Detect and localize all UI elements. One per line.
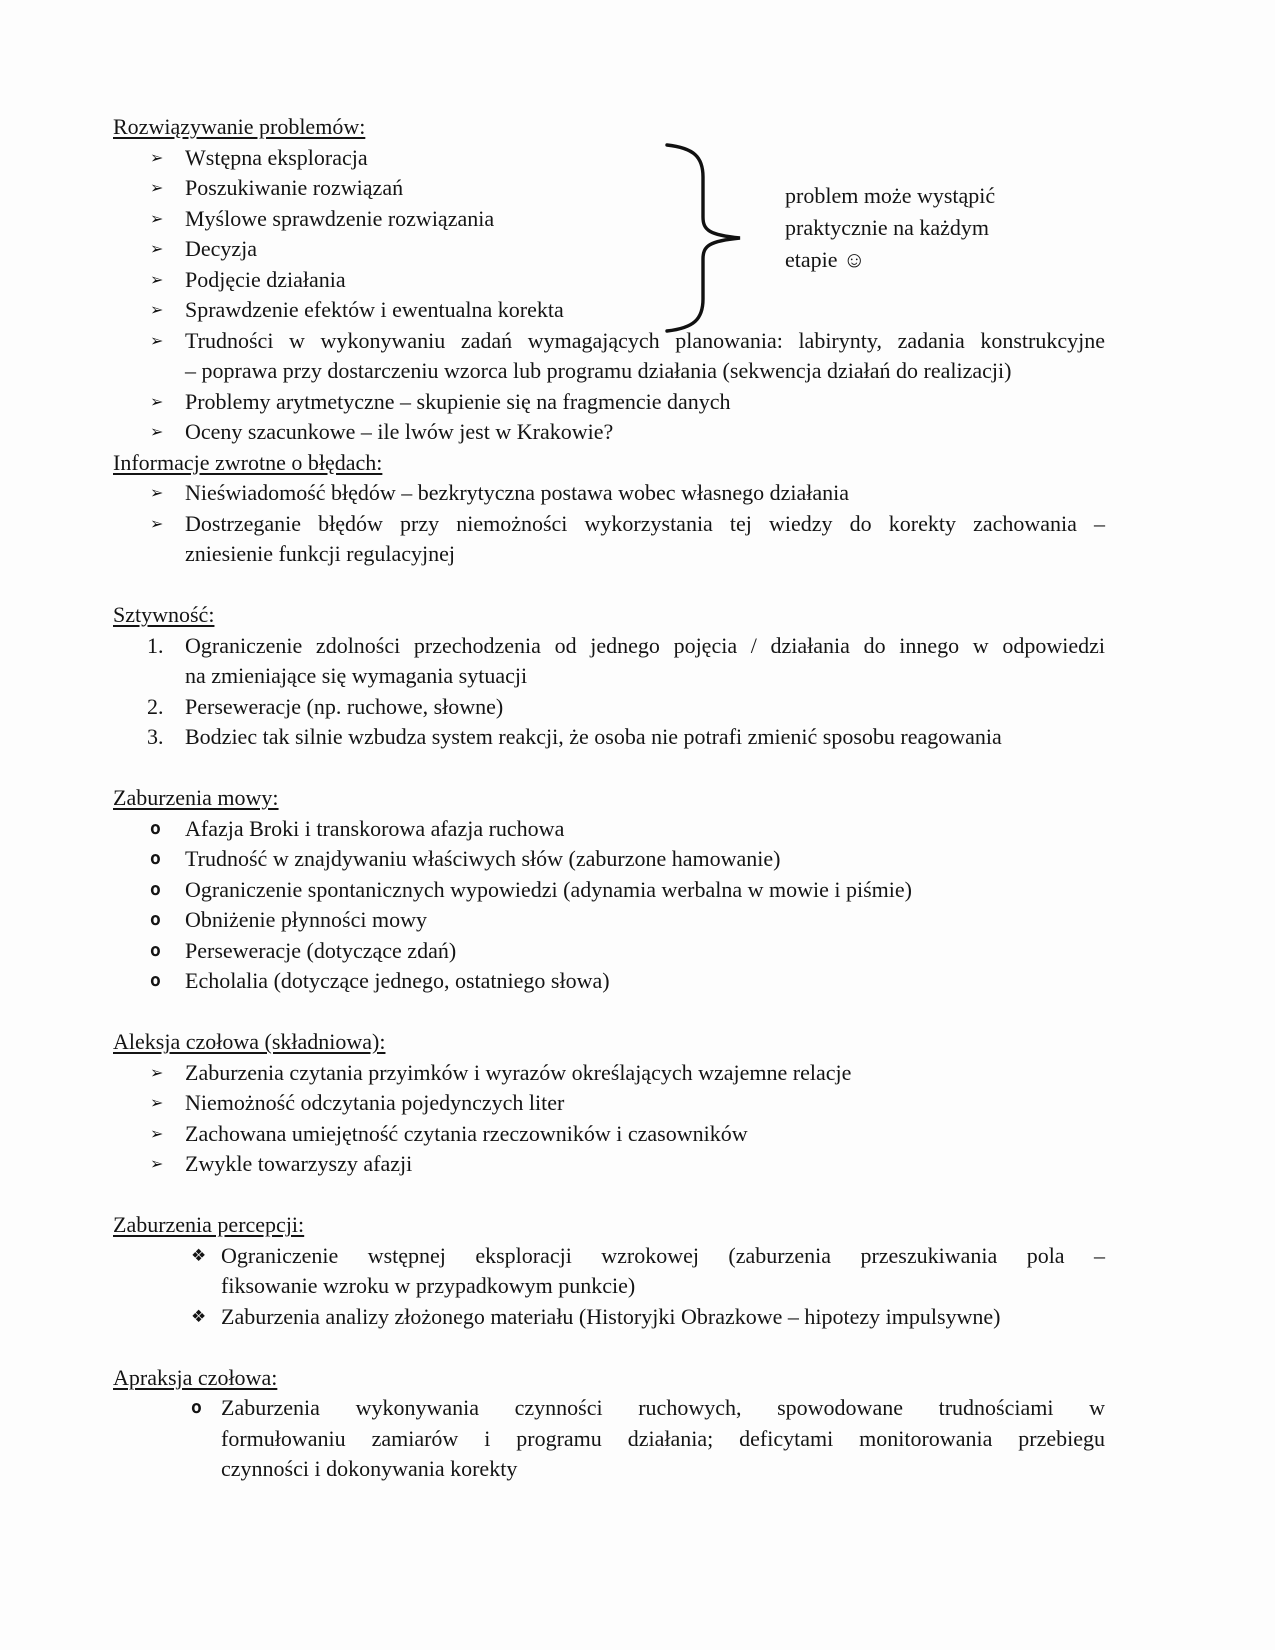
circle-bullet-icon: o: [150, 909, 161, 930]
list-item: [113, 1119, 1105, 1150]
list-item: [113, 143, 1105, 174]
arrow-bullet-icon: ➢: [150, 147, 164, 167]
list-item-text: Sprawdzenie efektów i ewentualna korekta: [185, 297, 564, 322]
circle-bullet-icon: o: [150, 848, 161, 869]
arrow-bullet-icon: ➢: [150, 269, 164, 289]
number-label: 3.: [147, 724, 164, 749]
list-item-text: Echolalia (dotyczące jednego, ostatniego słowa): [185, 968, 610, 993]
margin-note-line: problem może wystąpić: [785, 183, 996, 208]
arrow-bullet-icon: ➢: [150, 300, 164, 319]
number-label: 2.: [147, 693, 164, 719]
list-item-line: Trudności w wykonywaniu zadań wymagających planowania: labirynty, zadania konstrukcyjne: [185, 327, 1105, 353]
list-item: [113, 844, 1105, 875]
list-item: [113, 631, 1105, 692]
blank-line: [113, 997, 1105, 1028]
list-item-line: fiksowanie wzroku w przypadkowym punkcie): [221, 1273, 636, 1298]
list-item: [113, 1302, 1105, 1333]
circle-bullet-icon: o: [150, 939, 161, 961]
blank-line: [113, 570, 1105, 601]
blank-line: [113, 1332, 1105, 1363]
arrow-bullet-icon: ➢: [150, 483, 164, 502]
list-item: [113, 1058, 1105, 1089]
list-item: [113, 936, 1105, 967]
heading-rozwiazywanie-problemow: Rozwiązywanie problemów:: [113, 114, 366, 139]
heading-apraksja-czolowa: Apraksja czołowa:: [113, 1364, 278, 1390]
circle-bullet-icon: o: [150, 878, 161, 900]
heading-zaburzenia-mowy: Zaburzenia mowy:: [113, 785, 279, 810]
list-item-line: Ograniczenie zdolności przechodzenia od jednego pojęcia / działania do innego w odpowiedzi: [185, 632, 1105, 658]
list-item-text: Oceny szacunkowe – ile lwów jest w Krakowie?: [185, 419, 614, 444]
list-item: [113, 509, 1105, 570]
arrow-bullet-icon: ➢: [150, 1093, 164, 1112]
list-item: [113, 905, 1105, 936]
curly-brace-icon: [660, 141, 746, 335]
list-item: [113, 692, 1105, 723]
blank-line: [113, 753, 1105, 784]
list-item-text: Nieświadomość błędów – bezkrytyczna postawa wobec własnego działania: [185, 480, 850, 505]
arrow-bullet-icon: ➢: [150, 513, 164, 533]
margin-note-line: praktycznie na każdym: [785, 215, 990, 240]
list-item: [113, 387, 1105, 418]
list-item: [113, 1088, 1105, 1119]
list-item-text: Problemy arytmetyczne – skupienie się na fragmencie danych: [185, 388, 731, 414]
list-item: [113, 722, 1105, 753]
list-item-line: na zmieniające się wymagania sytuacji: [185, 663, 528, 688]
list-item-line: Dostrzeganie błędów przy niemożności wykorzystania tej wiedzy do korekty zachowania –: [185, 510, 1105, 536]
heading-sztywnosc: Sztywność:: [113, 602, 215, 627]
list-item: [113, 417, 1105, 448]
arrow-bullet-icon: ➢: [150, 1062, 164, 1082]
circle-bullet-icon: o: [150, 970, 161, 991]
circle-bullet-icon: o: [191, 1397, 202, 1418]
list-item: [113, 326, 1105, 387]
margin-note: [785, 180, 1065, 276]
document-content: [113, 112, 1105, 1485]
list-item: [113, 875, 1105, 906]
arrow-bullet-icon: ➢: [150, 239, 164, 258]
list-item-text: Ograniczenie spontanicznych wypowiedzi (adynamia werbalna w mowie i piśmie): [185, 876, 912, 902]
list-item-line: – poprawa przy dostarczeniu wzorca lub programu działania (sekwencja działań do realizacji): [185, 358, 1012, 383]
number-label: 1.: [147, 632, 164, 658]
list-item-text: Zaburzenia czytania przyimków i wyrazów określających wzajemne relacje: [185, 1059, 852, 1085]
circle-bullet-icon: o: [150, 817, 161, 839]
list-item-text: Obniżenie płynności mowy: [185, 907, 427, 932]
list-item-text: Afazja Broki i transkorowa afazja ruchowa: [185, 815, 565, 841]
blank-line: [113, 1180, 1105, 1211]
heading-informacje-zwrotne-o-bledach: Informacje zwrotne o błędach:: [113, 449, 383, 475]
arrow-bullet-icon: ➢: [150, 330, 164, 350]
list-item-text: Perseweracje (np. ruchowe, słowne): [185, 693, 504, 719]
list-item-line: zniesienie funkcji regulacyjnej: [185, 541, 455, 566]
list-item-text: Trudność w znajdywaniu właściwych słów (zaburzone hamowanie): [185, 846, 781, 871]
list-item-line: Zaburzenia wykonywania czynności ruchowych, spowodowane trudnościami w: [221, 1395, 1105, 1420]
list-item-text: Myślowe sprawdzenie rozwiązania: [185, 205, 495, 231]
list-item-text: Wstępna eksploracja: [185, 144, 368, 170]
list-item-text: Zachowana umiejętność czytania rzeczowników i czasowników: [185, 1120, 748, 1146]
list-item-line: Ograniczenie wstępnej eksploracji wzrokowej (zaburzenia przeszukiwania pola –: [221, 1242, 1105, 1268]
list-item: [113, 295, 1105, 326]
arrow-bullet-icon: ➢: [150, 422, 164, 441]
list-item: [113, 814, 1105, 845]
list-item: [113, 1241, 1105, 1302]
list-item-text: Zaburzenia analizy złożonego materiału (Historyjki Obrazkowe – hipotezy impulsywne): [221, 1303, 1001, 1329]
list-item-text: Niemożność odczytania pojedynczych liter: [185, 1090, 565, 1115]
arrow-bullet-icon: ➢: [150, 1123, 164, 1143]
heading-zaburzenia-percepcji: Zaburzenia percepcji:: [113, 1212, 305, 1237]
list-item-text: Poszukiwanie rozwiązań: [185, 175, 404, 200]
arrow-bullet-icon: ➢: [150, 208, 164, 228]
arrow-bullet-icon: ➢: [150, 178, 164, 197]
list-item-line: formułowaniu zamiarów i programu działania; deficytami monitorowania przebiegu: [221, 1425, 1105, 1451]
arrow-bullet-icon: ➢: [150, 391, 164, 411]
diamond-bullet-icon: ❖: [191, 1306, 207, 1327]
diamond-bullet-icon: ❖: [191, 1245, 207, 1266]
heading-aleksja-czolowa: Aleksja czołowa (składniowa):: [113, 1029, 386, 1054]
list-item: [113, 1149, 1105, 1180]
list-item-text: Bodziec tak silnie wzbudza system reakcji, że osoba nie potrafi zmienić sposobu reagowania: [185, 724, 1002, 749]
list-item-line: czynności i dokonywania korekty: [221, 1456, 518, 1481]
list-item-text: Decyzja: [185, 236, 258, 261]
list-item: [113, 478, 1105, 509]
arrow-bullet-icon: ➢: [150, 1154, 164, 1173]
list-item-text: Perseweracje (dotyczące zdań): [185, 937, 457, 963]
list-item: [113, 1393, 1105, 1485]
list-item-text: Zwykle towarzyszy afazji: [185, 1151, 413, 1176]
list-item-text: Podjęcie działania: [185, 266, 346, 292]
list-item: [113, 966, 1105, 997]
margin-note-line: etapie ☺: [785, 247, 866, 272]
